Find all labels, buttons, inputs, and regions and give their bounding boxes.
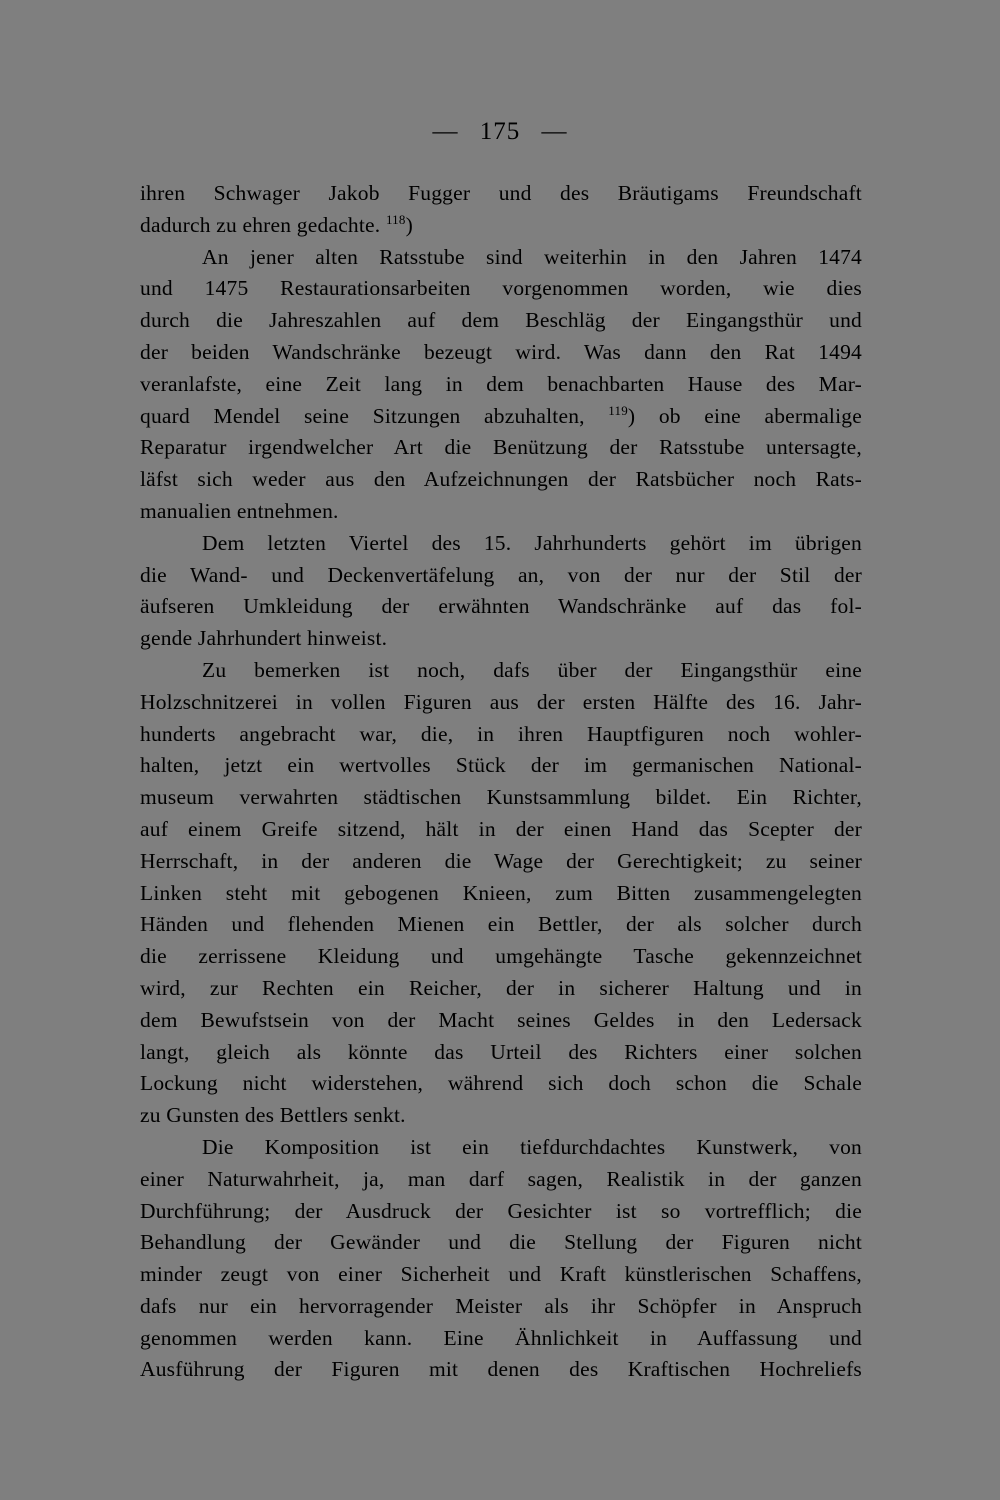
text-line — [140, 432, 862, 464]
text-line — [140, 1100, 862, 1132]
text-line — [140, 1227, 862, 1259]
text-line — [140, 846, 862, 878]
text-line-content: und 1475 Restaurationsarbeiten vorgenommen worden, wie dies — [140, 276, 862, 301]
text-line — [140, 1354, 862, 1386]
text-line-content: minder zeugt von einer Sicherheit und Kraft künstlerischen Schaffens, — [140, 1262, 862, 1287]
text-line-content: Zu bemerken ist noch, dafs über der Eingangsthür eine — [202, 657, 862, 682]
text-line-content: manualien entnehmen. — [140, 498, 339, 523]
text-line — [140, 623, 862, 655]
text-line-content: veranlafste, eine Zeit lang in dem benachbarten Hause des Mar- — [140, 371, 862, 396]
text-line-continuation: ) ob eine abermalige — [627, 403, 862, 428]
text-line-content: langt, gleich als könnte das Urteil des Richters einer solchen — [140, 1039, 862, 1064]
text-line-content: quard Mendel seine Sitzungen abzuhalten, — [140, 403, 585, 428]
text-line-content: einer Naturwahrheit, ja, man darf sagen, Realistik in der ganzen — [140, 1166, 862, 1191]
text-line — [140, 528, 862, 560]
text-line — [140, 909, 862, 941]
text-line — [140, 1132, 862, 1164]
text-line — [140, 878, 862, 910]
text-line-content: genommen werden kann. Eine Ähnlichkeit in Auffassung und — [140, 1325, 862, 1350]
text-line-content: wird, zur Rechten ein Reicher, der in sicherer Haltung und in — [140, 975, 862, 1000]
text-line-content: museum verwahrten städtischen Kunstsammlung bildet. Ein Richter, — [140, 785, 862, 810]
text-line-content: läfst sich weder aus den Aufzeichnungen der Ratsbücher noch Rats- — [140, 467, 862, 492]
text-line — [140, 1196, 862, 1228]
text-line-content: Holzschnitzerei in vollen Figuren aus der ersten Hälfte des 16. Jahr- — [140, 689, 862, 714]
text-line-content: Lockung nicht widerstehen, während sich doch schon die Schale — [140, 1071, 862, 1096]
text-line — [140, 591, 862, 623]
footnote-reference: 118 — [385, 211, 406, 227]
text-line-content: durch die Jahreszahlen auf dem Beschläg der Eingangsthür und — [140, 308, 862, 333]
text-line-content: auf einem Greife sitzend, hält in der einen Hand das Scepter der — [140, 816, 862, 841]
text-line-content: gende Jahrhundert hinweist. — [140, 626, 388, 651]
text-line-content: dafs nur ein hervorragender Meister als ihr Schöpfer in Anspruch — [140, 1293, 862, 1318]
text-line — [140, 655, 862, 687]
text-line — [140, 941, 862, 973]
text-line — [140, 560, 862, 592]
text-line-content: die Wand- und Deckenvertäfelung an, von der nur der Stil der — [140, 562, 862, 587]
text-line — [140, 1259, 862, 1291]
text-line — [140, 464, 862, 496]
text-line-content: zu Gunsten des Bettlers senkt. — [140, 1103, 406, 1128]
text-line — [140, 242, 862, 274]
text-line-content: äufseren Umkleidung der erwähnten Wandschränke auf das fol- — [140, 594, 862, 619]
page-number-header — [0, 118, 1000, 146]
body-text — [140, 178, 862, 1386]
text-line — [140, 305, 862, 337]
text-line — [140, 273, 862, 305]
text-line — [140, 1037, 862, 1069]
text-line-content: Die Komposition ist ein tiefdurchdachtes Kunstwerk, von — [202, 1134, 862, 1159]
text-line-content: hunderts angebracht war, die, in ihren Hauptfiguren noch wohler- — [140, 721, 862, 746]
text-line-content: Dem letzten Viertel des 15. Jahrhunderts gehört im übrigen — [202, 530, 862, 555]
text-line — [140, 1323, 862, 1355]
text-line-content: Ausführung der Figuren mit denen des Kraftischen Hochreliefs — [140, 1357, 862, 1382]
page-number-dash-left: — — [432, 118, 459, 145]
text-line — [140, 814, 862, 846]
text-line-content: halten, jetzt ein wertvolles Stück der im germanischen National- — [140, 753, 862, 778]
text-line-content: dadurch zu ehren gedachte. — [140, 212, 381, 237]
footnote-reference: 119 — [608, 402, 628, 418]
page-number: 175 — [479, 118, 521, 145]
text-line-content: Herrschaft, in der anderen die Wage der Gerechtigkeit; zu seiner — [140, 848, 862, 873]
text-line — [140, 1164, 862, 1196]
page-number-dash-right: — — [541, 118, 568, 145]
text-line — [140, 210, 862, 242]
text-line-content: die zerrissene Kleidung und umgehängte Tasche gekennzeichnet — [140, 944, 862, 969]
text-line — [140, 337, 862, 369]
text-line — [140, 496, 862, 528]
text-line-content: der beiden Wandschränke bezeugt wird. Was dann den Rat 1494 — [140, 339, 862, 364]
text-line — [140, 369, 862, 401]
text-line-content: Linken steht mit gebogenen Knieen, zum Bitten zusammengelegten — [140, 880, 862, 905]
text-line-content: Reparatur irgendwelcher Art die Benützung der Ratsstube untersagte, — [140, 435, 862, 460]
text-line-content: Behandlung der Gewänder und die Stellung der Figuren nicht — [140, 1230, 862, 1255]
text-line-content: An jener alten Ratsstube sind weiterhin in den Jahren 1474 — [202, 244, 862, 269]
text-line — [140, 782, 862, 814]
text-line-content: ihren Schwager Jakob Fugger und des Bräutigams Freundschaft — [140, 181, 862, 205]
text-line — [140, 719, 862, 751]
text-line — [140, 1291, 862, 1323]
text-line — [140, 1005, 862, 1037]
text-line-content: dem Bewufstsein von der Macht seines Geldes in den Ledersack — [140, 1007, 862, 1032]
text-line — [140, 178, 862, 210]
text-line — [140, 401, 862, 433]
text-line — [140, 750, 862, 782]
text-line-content: Durchführung; der Ausdruck der Gesichter ist so vortrefflich; die — [140, 1198, 862, 1223]
text-line — [140, 1068, 862, 1100]
text-line — [140, 973, 862, 1005]
text-line — [140, 687, 862, 719]
text-line-continuation: ) — [405, 212, 413, 237]
text-line-content: Händen und flehenden Mienen ein Bettler, der als solcher durch — [140, 912, 862, 937]
